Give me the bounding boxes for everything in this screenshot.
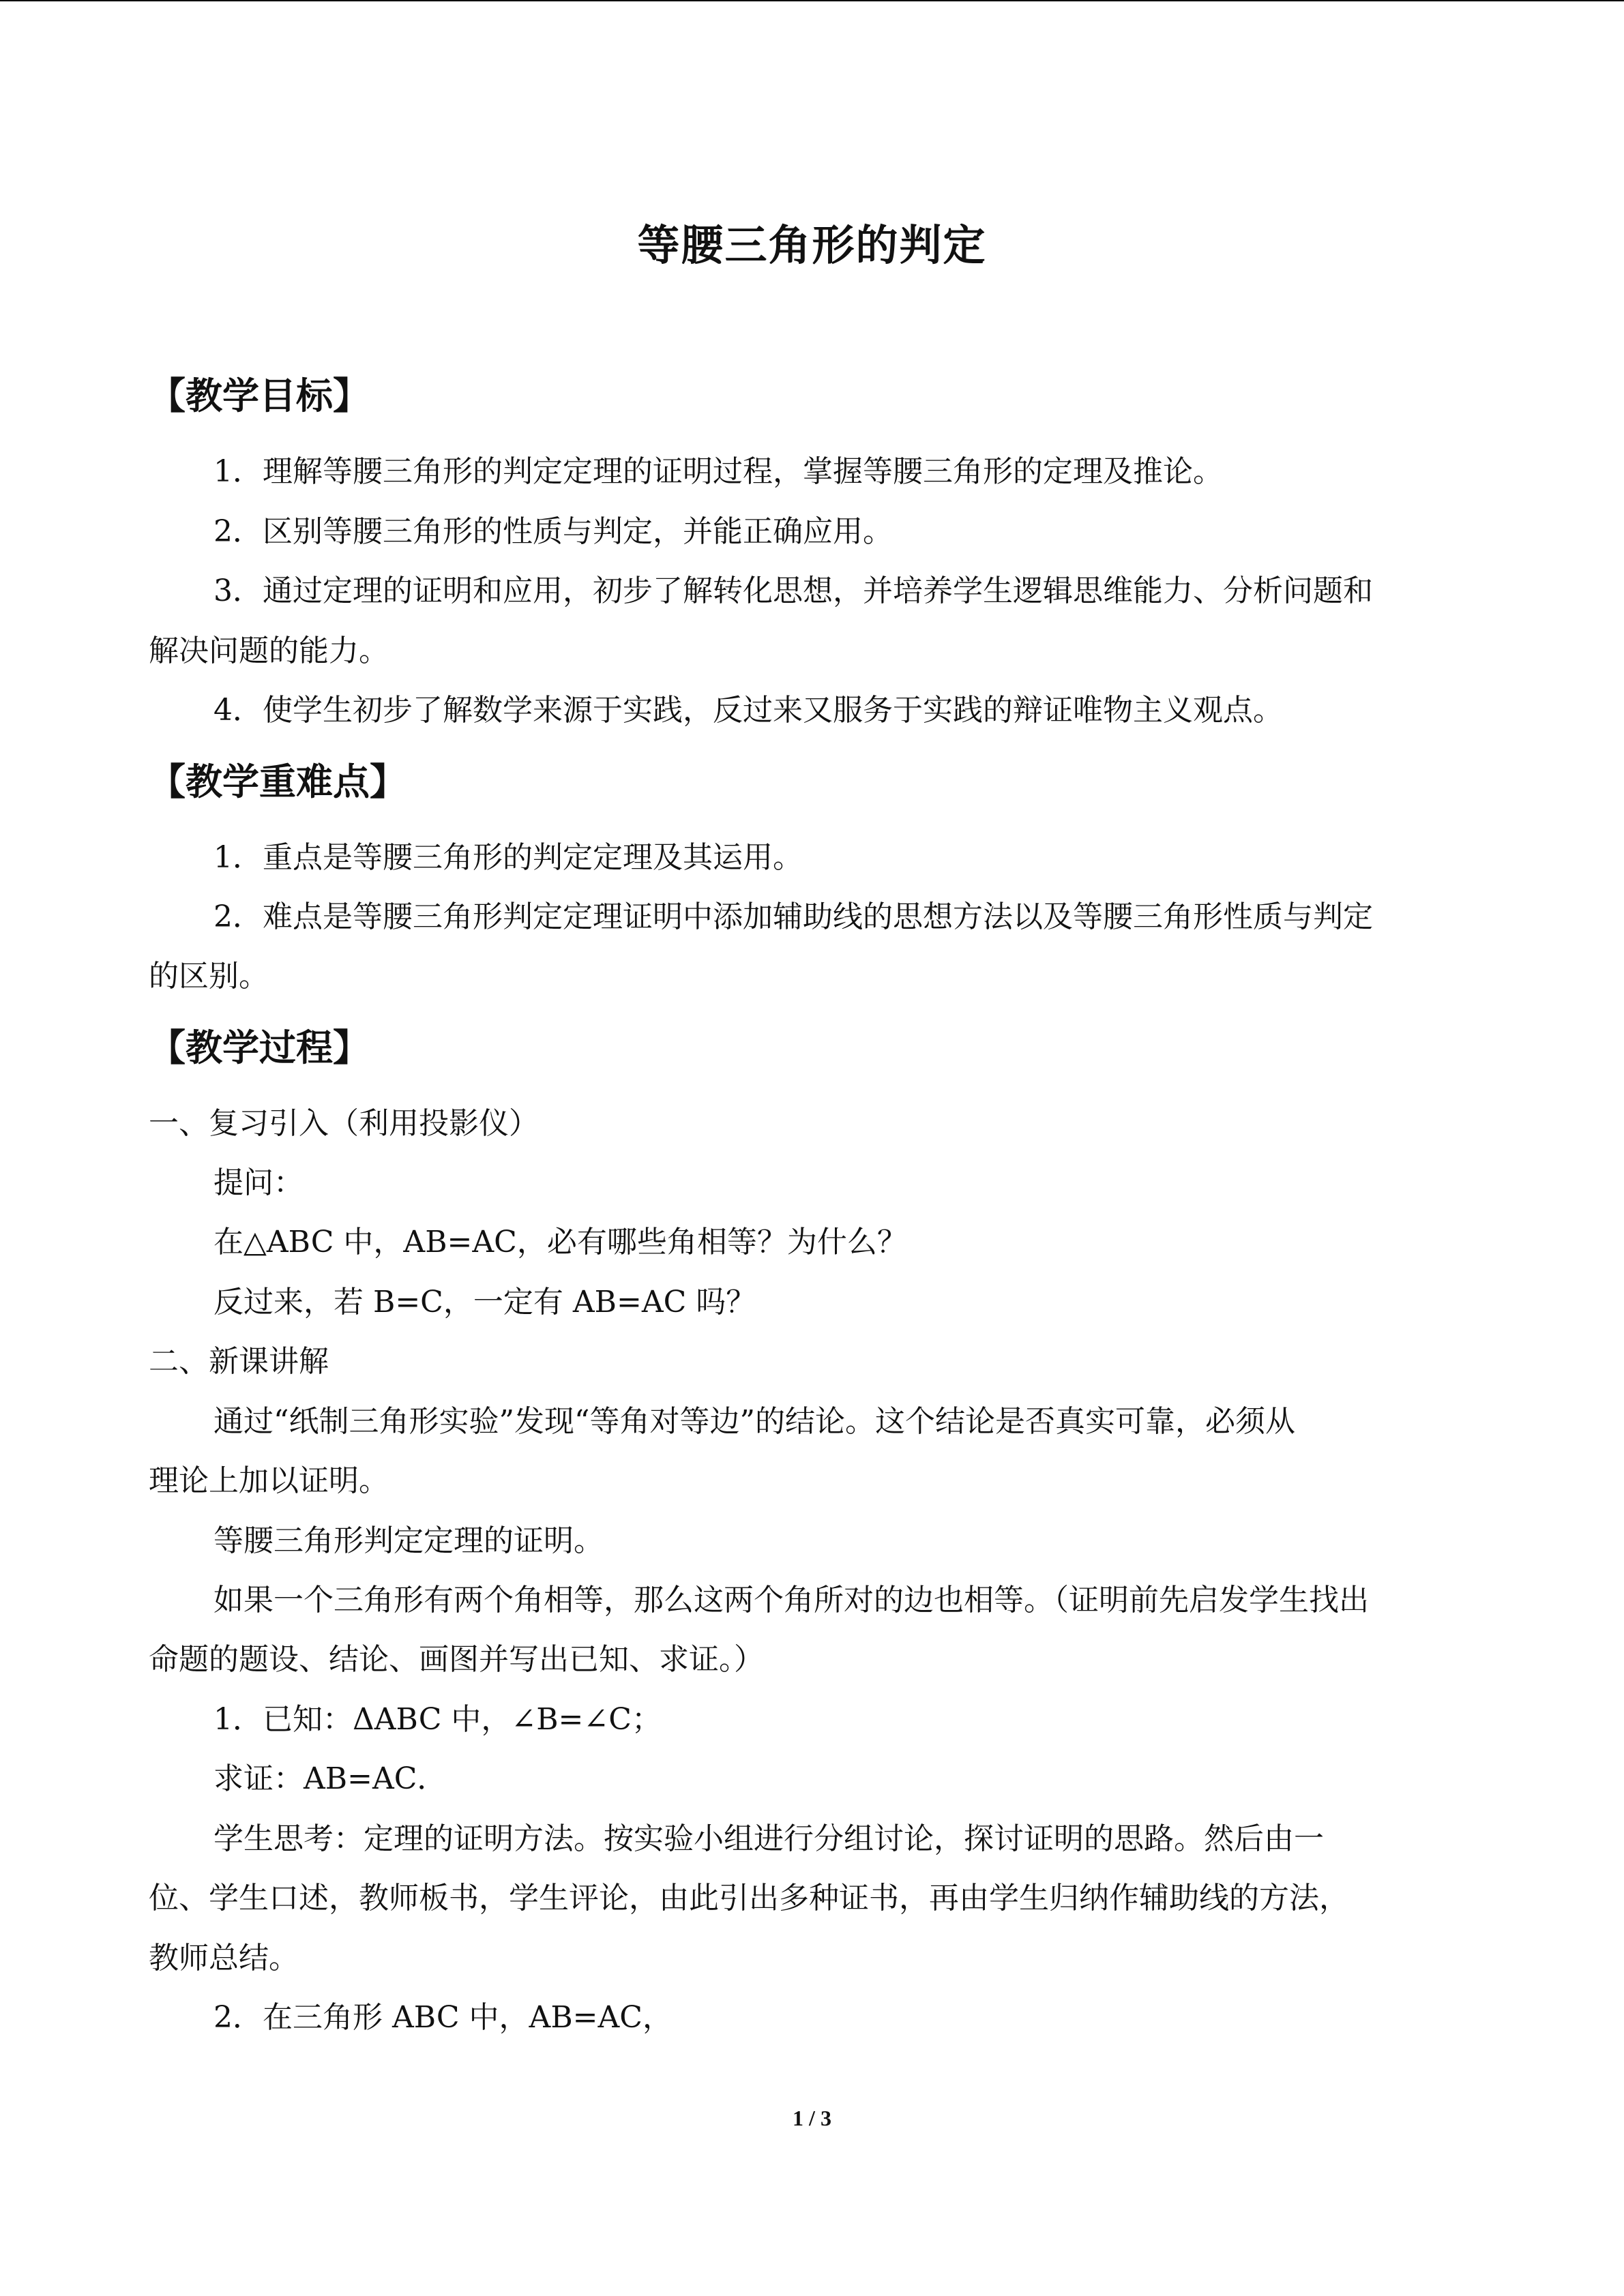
process-line: 在△ABC 中，AB=AC，必有哪些角相等？为什么？	[213, 1225, 907, 1259]
process-line-continued: 理论上加以证明。	[149, 1463, 389, 1498]
heading-objectives: 【教学目标】	[149, 374, 370, 417]
process-line: 2．在三角形 ABC 中，AB=AC，	[213, 2000, 673, 2035]
keypoint-item-continued: 的区别。	[149, 959, 269, 994]
process-line: 求证：AB=AC．	[213, 1761, 447, 1796]
objective-item: 1．理解等腰三角形的判定定理的证明过程，掌握等腰三角形的定理及推论。	[213, 454, 1223, 489]
page-number: 1 / 3	[793, 2106, 831, 2130]
process-subheading: 一、复习引入（利用投影仪）	[149, 1106, 539, 1141]
objective-item: 2．区别等腰三角形的性质与判定，并能正确应用。	[213, 514, 893, 549]
process-line: 反过来，若 B=C，一定有 AB=AC 吗？	[213, 1285, 756, 1320]
heading-process: 【教学过程】	[149, 1026, 370, 1069]
process-line-continued: 命题的题设、结论、画图并写出已知、求证。）	[149, 1642, 764, 1677]
objective-item-continued: 解决问题的能力。	[149, 633, 389, 668]
process-line: 如果一个三角形有两个角相等，那么这两个角所对的边也相等。（证明前先启发学生找出	[213, 1583, 1369, 1617]
process-line-continued: 教师总结。	[149, 1941, 299, 1976]
heading-keypoints: 【教学重难点】	[149, 760, 407, 803]
process-line: 等腰三角形判定定理的证明。	[213, 1523, 604, 1558]
process-line-continued: 位、学生口述，教师板书，学生评论，由此引出多种证书，再由学生归纳作辅助线的方法，	[149, 1881, 1349, 1915]
objective-item: 3．通过定理的证明和应用，初步了解转化思想，并培养学生逻辑思维能力、分析问题和	[213, 573, 1373, 608]
keypoint-item: 2．难点是等腰三角形判定定理证明中添加辅助线的思想方法以及等腰三角形性质与判定	[213, 899, 1373, 934]
process-subheading: 二、新课讲解	[149, 1344, 329, 1379]
process-line: 学生思考：定理的证明方法。按实验小组进行分组讨论，探讨证明的思路。然后由一	[213, 1821, 1324, 1856]
process-line: 提问：	[213, 1165, 304, 1200]
keypoint-item: 1．重点是等腰三角形的判定定理及其运用。	[213, 840, 803, 875]
document-title: 等腰三角形的判定	[637, 220, 987, 270]
process-line: 1．已知：ΔABC 中，∠B=∠C；	[213, 1702, 662, 1737]
process-line: 通过“纸制三角形实验”发现“等角对等边”的结论。这个结论是否真实可靠，必须从	[213, 1404, 1295, 1439]
objective-item: 4．使学生初步了解数学来源于实践，反过来又服务于实践的辩证唯物主义观点。	[213, 693, 1283, 728]
